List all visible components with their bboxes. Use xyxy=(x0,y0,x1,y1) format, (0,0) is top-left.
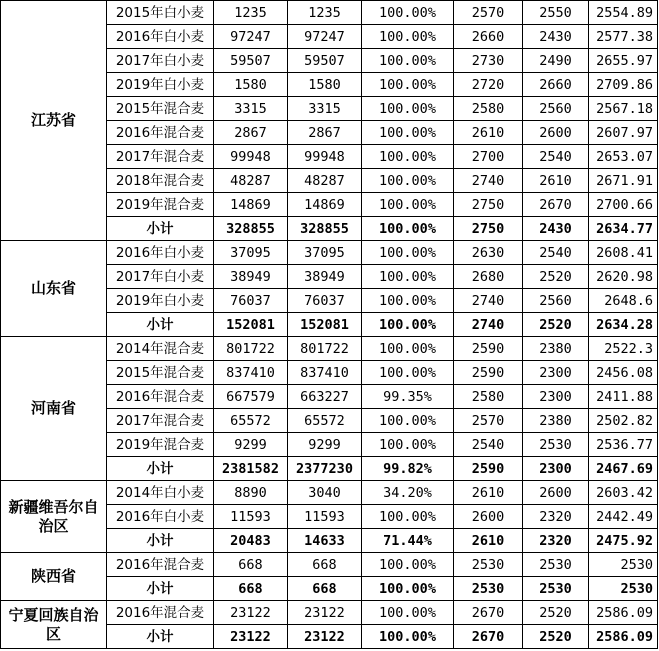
quantity-offered-cell: 152081 xyxy=(214,313,288,337)
avg-price-cell: 2456.08 xyxy=(589,361,658,385)
quantity-sold-cell: 328855 xyxy=(288,217,362,241)
sale-rate-cell: 100.00% xyxy=(362,73,454,97)
sale-rate-cell: 100.00% xyxy=(362,361,454,385)
item-name-cell: 2016年混合麦 xyxy=(107,601,214,625)
sale-rate-cell: 100.00% xyxy=(362,313,454,337)
max-price-cell: 2530 xyxy=(454,553,523,577)
max-price-cell: 2700 xyxy=(454,145,523,169)
avg-price-cell: 2709.86 xyxy=(589,73,658,97)
quantity-offered-cell: 8890 xyxy=(214,481,288,505)
max-price-cell: 2670 xyxy=(454,625,523,649)
max-price-cell: 2730 xyxy=(454,49,523,73)
quantity-sold-cell: 837410 xyxy=(288,361,362,385)
sale-rate-cell: 100.00% xyxy=(362,409,454,433)
sale-rate-cell: 99.35% xyxy=(362,385,454,409)
avg-price-cell: 2671.91 xyxy=(589,169,658,193)
min-price-cell: 2300 xyxy=(523,385,589,409)
max-price-cell: 2540 xyxy=(454,433,523,457)
min-price-cell: 2520 xyxy=(523,625,589,649)
avg-price-cell: 2655.97 xyxy=(589,49,658,73)
item-name-cell: 2019年白小麦 xyxy=(107,289,214,313)
quantity-sold-cell: 9299 xyxy=(288,433,362,457)
province-cell: 山东省 xyxy=(1,241,107,337)
sale-rate-cell: 100.00% xyxy=(362,265,454,289)
province-cell: 江苏省 xyxy=(1,1,107,241)
min-price-cell: 2320 xyxy=(523,505,589,529)
avg-price-cell: 2530 xyxy=(589,577,658,601)
quantity-sold-cell: 668 xyxy=(288,577,362,601)
quantity-offered-cell: 20483 xyxy=(214,529,288,553)
max-price-cell: 2660 xyxy=(454,25,523,49)
quantity-sold-cell: 2377230 xyxy=(288,457,362,481)
province-cell: 陕西省 xyxy=(1,553,107,601)
quantity-sold-cell: 2867 xyxy=(288,121,362,145)
max-price-cell: 2610 xyxy=(454,529,523,553)
item-name-cell: 2016年白小麦 xyxy=(107,25,214,49)
quantity-offered-cell: 23122 xyxy=(214,601,288,625)
avg-price-cell: 2554.89 xyxy=(589,1,658,25)
quantity-offered-cell: 2867 xyxy=(214,121,288,145)
max-price-cell: 2670 xyxy=(454,601,523,625)
quantity-offered-cell: 97247 xyxy=(214,25,288,49)
quantity-offered-cell: 23122 xyxy=(214,625,288,649)
quantity-sold-cell: 14869 xyxy=(288,193,362,217)
max-price-cell: 2590 xyxy=(454,337,523,361)
min-price-cell: 2300 xyxy=(523,457,589,481)
item-name-cell: 2016年混合麦 xyxy=(107,385,214,409)
max-price-cell: 2600 xyxy=(454,505,523,529)
table-row xyxy=(1,481,658,505)
min-price-cell: 2380 xyxy=(523,337,589,361)
avg-price-cell: 2411.88 xyxy=(589,385,658,409)
quantity-sold-cell: 663227 xyxy=(288,385,362,409)
avg-price-cell: 2467.69 xyxy=(589,457,658,481)
sale-rate-cell: 100.00% xyxy=(362,505,454,529)
sale-rate-cell: 100.00% xyxy=(362,601,454,625)
avg-price-cell: 2608.41 xyxy=(589,241,658,265)
quantity-offered-cell: 3315 xyxy=(214,97,288,121)
min-price-cell: 2610 xyxy=(523,169,589,193)
table-body xyxy=(1,1,658,649)
item-name-cell: 2016年白小麦 xyxy=(107,505,214,529)
min-price-cell: 2530 xyxy=(523,553,589,577)
quantity-sold-cell: 152081 xyxy=(288,313,362,337)
sale-rate-cell: 100.00% xyxy=(362,553,454,577)
max-price-cell: 2740 xyxy=(454,313,523,337)
avg-price-cell: 2700.66 xyxy=(589,193,658,217)
max-price-cell: 2570 xyxy=(454,409,523,433)
avg-price-cell: 2577.38 xyxy=(589,25,658,49)
sale-rate-cell: 100.00% xyxy=(362,193,454,217)
min-price-cell: 2560 xyxy=(523,289,589,313)
item-name-cell: 2016年混合麦 xyxy=(107,553,214,577)
avg-price-cell: 2648.6 xyxy=(589,289,658,313)
quantity-sold-cell: 97247 xyxy=(288,25,362,49)
min-price-cell: 2520 xyxy=(523,265,589,289)
min-price-cell: 2560 xyxy=(523,97,589,121)
item-name-cell: 2017年混合麦 xyxy=(107,409,214,433)
sale-rate-cell: 71.44% xyxy=(362,529,454,553)
max-price-cell: 2590 xyxy=(454,457,523,481)
sale-rate-cell: 100.00% xyxy=(362,337,454,361)
quantity-sold-cell: 38949 xyxy=(288,265,362,289)
min-price-cell: 2530 xyxy=(523,433,589,457)
quantity-sold-cell: 37095 xyxy=(288,241,362,265)
quantity-offered-cell: 76037 xyxy=(214,289,288,313)
max-price-cell: 2750 xyxy=(454,217,523,241)
item-name-cell: 2017年白小麦 xyxy=(107,265,214,289)
quantity-offered-cell: 668 xyxy=(214,577,288,601)
sale-rate-cell: 100.00% xyxy=(362,25,454,49)
sale-rate-cell: 100.00% xyxy=(362,625,454,649)
avg-price-cell: 2634.77 xyxy=(589,217,658,241)
item-name-cell: 小计 xyxy=(107,313,214,337)
quantity-offered-cell: 328855 xyxy=(214,217,288,241)
quantity-offered-cell: 38949 xyxy=(214,265,288,289)
max-price-cell: 2680 xyxy=(454,265,523,289)
quantity-offered-cell: 37095 xyxy=(214,241,288,265)
avg-price-cell: 2634.28 xyxy=(589,313,658,337)
table-row xyxy=(1,1,658,25)
sale-rate-cell: 100.00% xyxy=(362,1,454,25)
sale-rate-cell: 100.00% xyxy=(362,169,454,193)
max-price-cell: 2630 xyxy=(454,241,523,265)
quantity-sold-cell: 801722 xyxy=(288,337,362,361)
quantity-sold-cell: 14633 xyxy=(288,529,362,553)
quantity-sold-cell: 76037 xyxy=(288,289,362,313)
item-name-cell: 2015年混合麦 xyxy=(107,361,214,385)
avg-price-cell: 2567.18 xyxy=(589,97,658,121)
max-price-cell: 2570 xyxy=(454,1,523,25)
sale-rate-cell: 100.00% xyxy=(362,577,454,601)
sale-rate-cell: 100.00% xyxy=(362,121,454,145)
quantity-offered-cell: 59507 xyxy=(214,49,288,73)
min-price-cell: 2670 xyxy=(523,193,589,217)
min-price-cell: 2530 xyxy=(523,577,589,601)
avg-price-cell: 2522.3 xyxy=(589,337,658,361)
min-price-cell: 2380 xyxy=(523,409,589,433)
max-price-cell: 2720 xyxy=(454,73,523,97)
quantity-sold-cell: 65572 xyxy=(288,409,362,433)
quantity-sold-cell: 3315 xyxy=(288,97,362,121)
max-price-cell: 2610 xyxy=(454,121,523,145)
min-price-cell: 2540 xyxy=(523,145,589,169)
max-price-cell: 2530 xyxy=(454,577,523,601)
table-row xyxy=(1,601,658,625)
quantity-offered-cell: 667579 xyxy=(214,385,288,409)
quantity-offered-cell: 2381582 xyxy=(214,457,288,481)
quantity-offered-cell: 1580 xyxy=(214,73,288,97)
min-price-cell: 2520 xyxy=(523,601,589,625)
max-price-cell: 2580 xyxy=(454,385,523,409)
max-price-cell: 2740 xyxy=(454,169,523,193)
quantity-sold-cell: 23122 xyxy=(288,601,362,625)
quantity-sold-cell: 3040 xyxy=(288,481,362,505)
quantity-sold-cell: 1580 xyxy=(288,73,362,97)
table-row xyxy=(1,553,658,577)
quantity-offered-cell: 14869 xyxy=(214,193,288,217)
avg-price-cell: 2536.77 xyxy=(589,433,658,457)
item-name-cell: 小计 xyxy=(107,529,214,553)
quantity-offered-cell: 837410 xyxy=(214,361,288,385)
max-price-cell: 2740 xyxy=(454,289,523,313)
sale-rate-cell: 100.00% xyxy=(362,145,454,169)
quantity-sold-cell: 48287 xyxy=(288,169,362,193)
quantity-sold-cell: 59507 xyxy=(288,49,362,73)
avg-price-cell: 2530 xyxy=(589,553,658,577)
sale-rate-cell: 99.82% xyxy=(362,457,454,481)
max-price-cell: 2750 xyxy=(454,193,523,217)
item-name-cell: 2016年白小麦 xyxy=(107,241,214,265)
avg-price-cell: 2475.92 xyxy=(589,529,658,553)
min-price-cell: 2430 xyxy=(523,25,589,49)
quantity-offered-cell: 668 xyxy=(214,553,288,577)
avg-price-cell: 2607.97 xyxy=(589,121,658,145)
max-price-cell: 2590 xyxy=(454,361,523,385)
sale-rate-cell: 100.00% xyxy=(362,97,454,121)
sale-rate-cell: 100.00% xyxy=(362,217,454,241)
item-name-cell: 2015年白小麦 xyxy=(107,1,214,25)
item-name-cell: 2019年白小麦 xyxy=(107,73,214,97)
min-price-cell: 2540 xyxy=(523,241,589,265)
avg-price-cell: 2620.98 xyxy=(589,265,658,289)
avg-price-cell: 2586.09 xyxy=(589,601,658,625)
sale-rate-cell: 100.00% xyxy=(362,289,454,313)
quantity-offered-cell: 99948 xyxy=(214,145,288,169)
item-name-cell: 小计 xyxy=(107,217,214,241)
item-name-cell: 2014年混合麦 xyxy=(107,337,214,361)
province-cell: 河南省 xyxy=(1,337,107,481)
avg-price-cell: 2442.49 xyxy=(589,505,658,529)
max-price-cell: 2610 xyxy=(454,481,523,505)
quantity-offered-cell: 9299 xyxy=(214,433,288,457)
item-name-cell: 2019年混合麦 xyxy=(107,193,214,217)
min-price-cell: 2520 xyxy=(523,313,589,337)
sale-rate-cell: 100.00% xyxy=(362,433,454,457)
avg-price-cell: 2586.09 xyxy=(589,625,658,649)
quantity-sold-cell: 99948 xyxy=(288,145,362,169)
min-price-cell: 2430 xyxy=(523,217,589,241)
item-name-cell: 2017年白小麦 xyxy=(107,49,214,73)
min-price-cell: 2550 xyxy=(523,1,589,25)
item-name-cell: 2015年混合麦 xyxy=(107,97,214,121)
avg-price-cell: 2502.82 xyxy=(589,409,658,433)
quantity-offered-cell: 11593 xyxy=(214,505,288,529)
min-price-cell: 2490 xyxy=(523,49,589,73)
table-row xyxy=(1,337,658,361)
sale-rate-cell: 100.00% xyxy=(362,49,454,73)
item-name-cell: 小计 xyxy=(107,457,214,481)
item-name-cell: 2018年混合麦 xyxy=(107,169,214,193)
item-name-cell: 2019年混合麦 xyxy=(107,433,214,457)
min-price-cell: 2320 xyxy=(523,529,589,553)
sale-rate-cell: 34.20% xyxy=(362,481,454,505)
table-row xyxy=(1,241,658,265)
item-name-cell: 2014年白小麦 xyxy=(107,481,214,505)
sale-rate-cell: 100.00% xyxy=(362,241,454,265)
quantity-offered-cell: 1235 xyxy=(214,1,288,25)
quantity-sold-cell: 1235 xyxy=(288,1,362,25)
min-price-cell: 2660 xyxy=(523,73,589,97)
quantity-offered-cell: 48287 xyxy=(214,169,288,193)
quantity-sold-cell: 23122 xyxy=(288,625,362,649)
max-price-cell: 2580 xyxy=(454,97,523,121)
province-cell: 新疆维吾尔自治区 xyxy=(1,481,107,553)
min-price-cell: 2300 xyxy=(523,361,589,385)
quantity-offered-cell: 801722 xyxy=(214,337,288,361)
min-price-cell: 2600 xyxy=(523,121,589,145)
item-name-cell: 小计 xyxy=(107,625,214,649)
item-name-cell: 2017年混合麦 xyxy=(107,145,214,169)
avg-price-cell: 2603.42 xyxy=(589,481,658,505)
item-name-cell: 2016年混合麦 xyxy=(107,121,214,145)
avg-price-cell: 2653.07 xyxy=(589,145,658,169)
quantity-sold-cell: 11593 xyxy=(288,505,362,529)
item-name-cell: 小计 xyxy=(107,577,214,601)
province-cell: 宁夏回族自治区 xyxy=(1,601,107,649)
quantity-offered-cell: 65572 xyxy=(214,409,288,433)
quantity-sold-cell: 668 xyxy=(288,553,362,577)
min-price-cell: 2600 xyxy=(523,481,589,505)
